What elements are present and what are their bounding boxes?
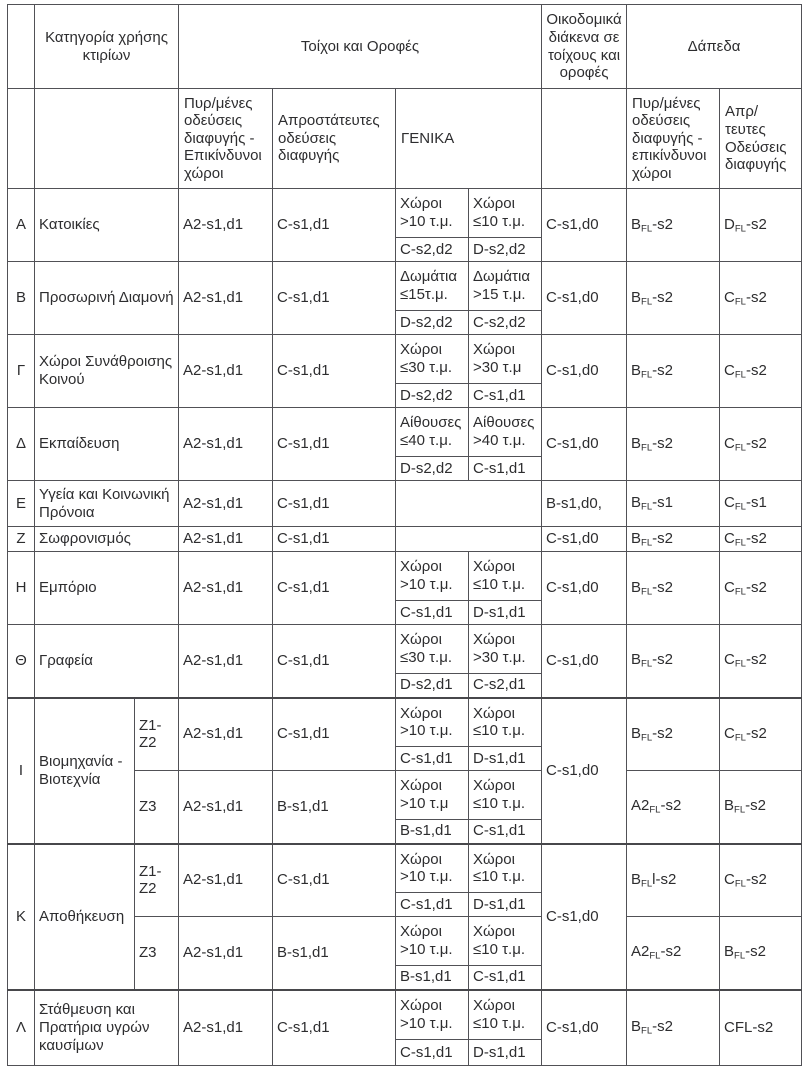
floors-protected-cell: $A2_{FL}-s2$ [627, 771, 720, 844]
floors-protected-cell: $B_{FL}-s2$ [627, 698, 720, 771]
walls-protected-cell: A2-s1,d1 [179, 698, 273, 771]
floors-protected-cell: $B_{FL}-s2$ [627, 552, 720, 625]
general-value-cell: B-s1,d1 [396, 966, 469, 990]
walls-protected-cell: A2-s1,d1 [179, 552, 273, 625]
general-label-cell: Χώροι >10 τ.μ. [396, 698, 469, 747]
floors-unprotected-cell: $C_{FL}-s2$ [720, 527, 802, 552]
table-row [8, 335, 802, 384]
general-label-cell: Χώροι ≤10 τ.μ. [469, 771, 542, 820]
header-floors: Δάπεδα [627, 5, 802, 89]
cavities-cell: C-s1,d0 [542, 552, 627, 625]
general-label-cell: Αίθουσες ≤40 τ.μ. [396, 408, 469, 457]
header-category: Κατηγορία χρήσης κτιρίων [35, 5, 179, 89]
general-label-cell: Χώροι >30 τ.μ. [469, 625, 542, 674]
walls-protected-cell: A2-s1,d1 [179, 917, 273, 990]
row-letter: Ζ [8, 527, 35, 552]
floors-protected-cell: $B_{FL}-s2$ [627, 527, 720, 552]
floors-protected-cell: $A2_{FL}-s2$ [627, 917, 720, 990]
walls-unprotected-cell: C-s1,d1 [273, 625, 396, 698]
row-letter: Ι [8, 698, 35, 844]
header-row-2 [8, 89, 802, 189]
floors-unprotected-cell: CFL-s2 [720, 990, 802, 1066]
header-walls-protected: Πυρ/μένες οδεύσεις διαφυγής - Επικίνδυνοι χώροι [179, 89, 273, 189]
general-label-cell: Χώροι >10 τ.μ. [396, 552, 469, 601]
floors-protected-cell: $B_{FL}-s2$ [627, 189, 720, 262]
row-letter: Γ [8, 335, 35, 408]
walls-unprotected-cell: C-s1,d1 [273, 527, 396, 552]
header-floors-protected: Πυρ/μένες οδεύσεις διαφυγής - επικίνδυνοι χώροι [627, 89, 720, 189]
walls-unprotected-cell: C-s1,d1 [273, 844, 396, 917]
floors-unprotected-cell: $B_{FL}-s2$ [720, 771, 802, 844]
walls-protected-cell: A2-s1,d1 [179, 262, 273, 335]
walls-protected-cell: A2-s1,d1 [179, 527, 273, 552]
general-value-cell: D-s2,d2 [469, 238, 542, 262]
zone-cell: Z1-Z2 [135, 844, 179, 917]
zone-cell: Z3 [135, 771, 179, 844]
general-value-cell: D-s2,d2 [396, 384, 469, 408]
general-value-cell: C-s1,d1 [396, 601, 469, 625]
cavities-cell: C-s1,d0 [542, 990, 627, 1066]
general-label-cell: Χώροι >10 τ.μ. [396, 990, 469, 1040]
empty-cell [35, 89, 179, 189]
floors-unprotected-cell: $C_{FL}-s2$ [720, 625, 802, 698]
cavities-cell: B-s1,d0, [542, 481, 627, 527]
floors-unprotected-cell: $D_{FL}-s2$ [720, 189, 802, 262]
walls-protected-cell: A2-s1,d1 [179, 844, 273, 917]
cavities-cell: C-s1,d0 [542, 527, 627, 552]
floors-unprotected-cell: $C_{FL}-s2$ [720, 552, 802, 625]
category-cell: Βιομηχανία - Βιοτεχνία [35, 698, 135, 844]
zone-cell: Z1-Z2 [135, 698, 179, 771]
floors-unprotected-cell: $C_{FL}-s1$ [720, 481, 802, 527]
floors-protected-cell: $B_{FL}-s1$ [627, 481, 720, 527]
walls-protected-cell: A2-s1,d1 [179, 189, 273, 262]
walls-unprotected-cell: C-s1,d1 [273, 408, 396, 481]
floors-protected-cell: $B_{FL}-s2$ [627, 625, 720, 698]
general-value-cell: D-s1,d1 [469, 893, 542, 917]
walls-protected-cell: A2-s1,d1 [179, 481, 273, 527]
general-label-cell: Χώροι >10 τ.μ [396, 771, 469, 820]
table-row [8, 408, 802, 457]
category-cell: Στάθμευση και Πρατήρια υγρών καυσίμων [35, 990, 179, 1066]
general-label-cell: Χώροι >10 τ.μ. [396, 189, 469, 238]
walls-unprotected-cell: B-s1,d1 [273, 771, 396, 844]
walls-unprotected-cell: C-s1,d1 [273, 990, 396, 1066]
row-letter: Θ [8, 625, 35, 698]
table-row [8, 698, 802, 747]
header-walls-ceilings: Τοίχοι και Οροφές [179, 5, 542, 89]
walls-protected-cell: A2-s1,d1 [179, 771, 273, 844]
general-label-cell: Χώροι >10 τ.μ. [396, 844, 469, 893]
floors-protected-cell: $B_{FL}-s2$ [627, 990, 720, 1066]
category-cell: Σωφρονισμός [35, 527, 179, 552]
category-cell: Υγεία και Κοινωνική Πρόνοια [35, 481, 179, 527]
general-value-cell: C-s2,d1 [469, 674, 542, 698]
header-cavities: Οικοδομικά διάκενα σε τοίχους και οροφές [542, 5, 627, 89]
row-letter: Δ [8, 408, 35, 481]
floors-unprotected-cell: $C_{FL}-s2$ [720, 844, 802, 917]
general-label-cell: Χώροι ≤10 τ.μ. [469, 844, 542, 893]
cavities-cell: C-s1,d0 [542, 408, 627, 481]
general-label-cell: Χώροι ≤10 τ.μ. [469, 990, 542, 1040]
floors-protected-cell: $B_{FL}-s2$ [627, 335, 720, 408]
general-label-cell: Αίθουσες >40 τ.μ. [469, 408, 542, 457]
general-value-cell: D-s1,d1 [469, 747, 542, 771]
floors-unprotected-cell: $C_{FL}-s2$ [720, 408, 802, 481]
row-letter: Λ [8, 990, 35, 1066]
general-value-cell: D-s1,d1 [469, 601, 542, 625]
category-cell: Αποθήκευση [35, 844, 135, 990]
walls-protected-cell: A2-s1,d1 [179, 408, 273, 481]
general-label-cell: Χώροι >30 τ.μ [469, 335, 542, 384]
floors-protected-cell: $B_{FL}l-s2$ [627, 844, 720, 917]
floors-unprotected-cell: $C_{FL}-s2$ [720, 698, 802, 771]
general-value-cell: D-s2,d2 [396, 311, 469, 335]
table-row [8, 552, 802, 601]
walls-unprotected-cell: C-s1,d1 [273, 698, 396, 771]
floors-unprotected-cell: $C_{FL}-s2$ [720, 262, 802, 335]
general-label-cell: Χώροι >10 τ.μ. [396, 917, 469, 966]
header-general: ΓΕΝΙΚΑ [396, 89, 542, 189]
header-floors-unprotected: Απρ/τευτες Οδεύσεις διαφυγής [720, 89, 802, 189]
general-label-cell: Χώροι ≤30 τ.μ. [396, 335, 469, 384]
table-row [8, 262, 802, 311]
general-value-cell: C-s1,d1 [469, 384, 542, 408]
walls-protected-cell: A2-s1,d1 [179, 990, 273, 1066]
cavities-cell: C-s1,d0 [542, 844, 627, 990]
floors-unprotected-cell: $C_{FL}-s2$ [720, 335, 802, 408]
general-label-cell: Χώροι ≤30 τ.μ. [396, 625, 469, 674]
header-row-1 [8, 5, 802, 89]
cavities-cell: C-s1,d0 [542, 262, 627, 335]
general-label-cell: Χώροι ≤10 τ.μ. [469, 552, 542, 601]
table-row [8, 990, 802, 1040]
cavities-cell: C-s1,d0 [542, 625, 627, 698]
row-letter: Κ [8, 844, 35, 990]
general-value-cell: D-s1,d1 [469, 1040, 542, 1066]
category-cell: Γραφεία [35, 625, 179, 698]
category-cell: Εκπαίδευση [35, 408, 179, 481]
table-row [8, 625, 802, 674]
walls-protected-cell: A2-s1,d1 [179, 625, 273, 698]
zone-cell: Z3 [135, 917, 179, 990]
category-cell: Εμπόριο [35, 552, 179, 625]
empty-cell [8, 89, 35, 189]
general-empty-cell [396, 527, 542, 552]
cavities-cell: C-s1,d0 [542, 189, 627, 262]
general-value-cell: C-s2,d2 [396, 238, 469, 262]
general-value-cell: C-s2,d2 [469, 311, 542, 335]
walls-unprotected-cell: C-s1,d1 [273, 481, 396, 527]
table-row [8, 844, 802, 893]
category-cell: Χώροι Συνάθροισης Κοινού [35, 335, 179, 408]
general-value-cell: C-s1,d1 [396, 893, 469, 917]
table-row [8, 481, 802, 527]
general-empty-cell [396, 481, 542, 527]
walls-unprotected-cell: C-s1,d1 [273, 189, 396, 262]
row-letter: Β [8, 262, 35, 335]
floors-protected-cell: $B_{FL}-s2$ [627, 262, 720, 335]
general-label-cell: Δωμάτια >15 τ.μ. [469, 262, 542, 311]
general-value-cell: B-s1,d1 [396, 820, 469, 844]
category-cell: Προσωρινή Διαμονή [35, 262, 179, 335]
walls-unprotected-cell: B-s1,d1 [273, 917, 396, 990]
row-letter: Ε [8, 481, 35, 527]
row-letter: Α [8, 189, 35, 262]
empty-cell [542, 89, 627, 189]
general-label-cell: Χώροι ≤10 τ.μ. [469, 698, 542, 747]
general-value-cell: C-s1,d1 [469, 820, 542, 844]
general-label-cell: Χώροι ≤10 τ.μ. [469, 189, 542, 238]
row-letter: Η [8, 552, 35, 625]
table-row [8, 527, 802, 552]
header-walls-unprotected: Απροστάτευτες οδεύσεις διαφυγής [273, 89, 396, 189]
fire-classification-table [7, 4, 802, 1066]
general-label-cell: Χώροι ≤10 τ.μ. [469, 917, 542, 966]
general-value-cell: D-s2,d2 [396, 457, 469, 481]
category-cell: Κατοικίες [35, 189, 179, 262]
general-value-cell: C-s1,d1 [396, 747, 469, 771]
table-row [8, 189, 802, 238]
corner-cell [8, 5, 35, 89]
floors-unprotected-cell: $B_{FL}-s2$ [720, 917, 802, 990]
general-label-cell: Δωμάτια ≤15τ.μ. [396, 262, 469, 311]
walls-protected-cell: A2-s1,d1 [179, 335, 273, 408]
cavities-cell: C-s1,d0 [542, 698, 627, 844]
cavities-cell: C-s1,d0 [542, 335, 627, 408]
general-value-cell: D-s2,d1 [396, 674, 469, 698]
walls-unprotected-cell: C-s1,d1 [273, 552, 396, 625]
general-value-cell: C-s1,d1 [396, 1040, 469, 1066]
walls-unprotected-cell: C-s1,d1 [273, 262, 396, 335]
general-value-cell: C-s1,d1 [469, 966, 542, 990]
walls-unprotected-cell: C-s1,d1 [273, 335, 396, 408]
floors-protected-cell: $B_{FL}-s2$ [627, 408, 720, 481]
general-value-cell: C-s1,d1 [469, 457, 542, 481]
